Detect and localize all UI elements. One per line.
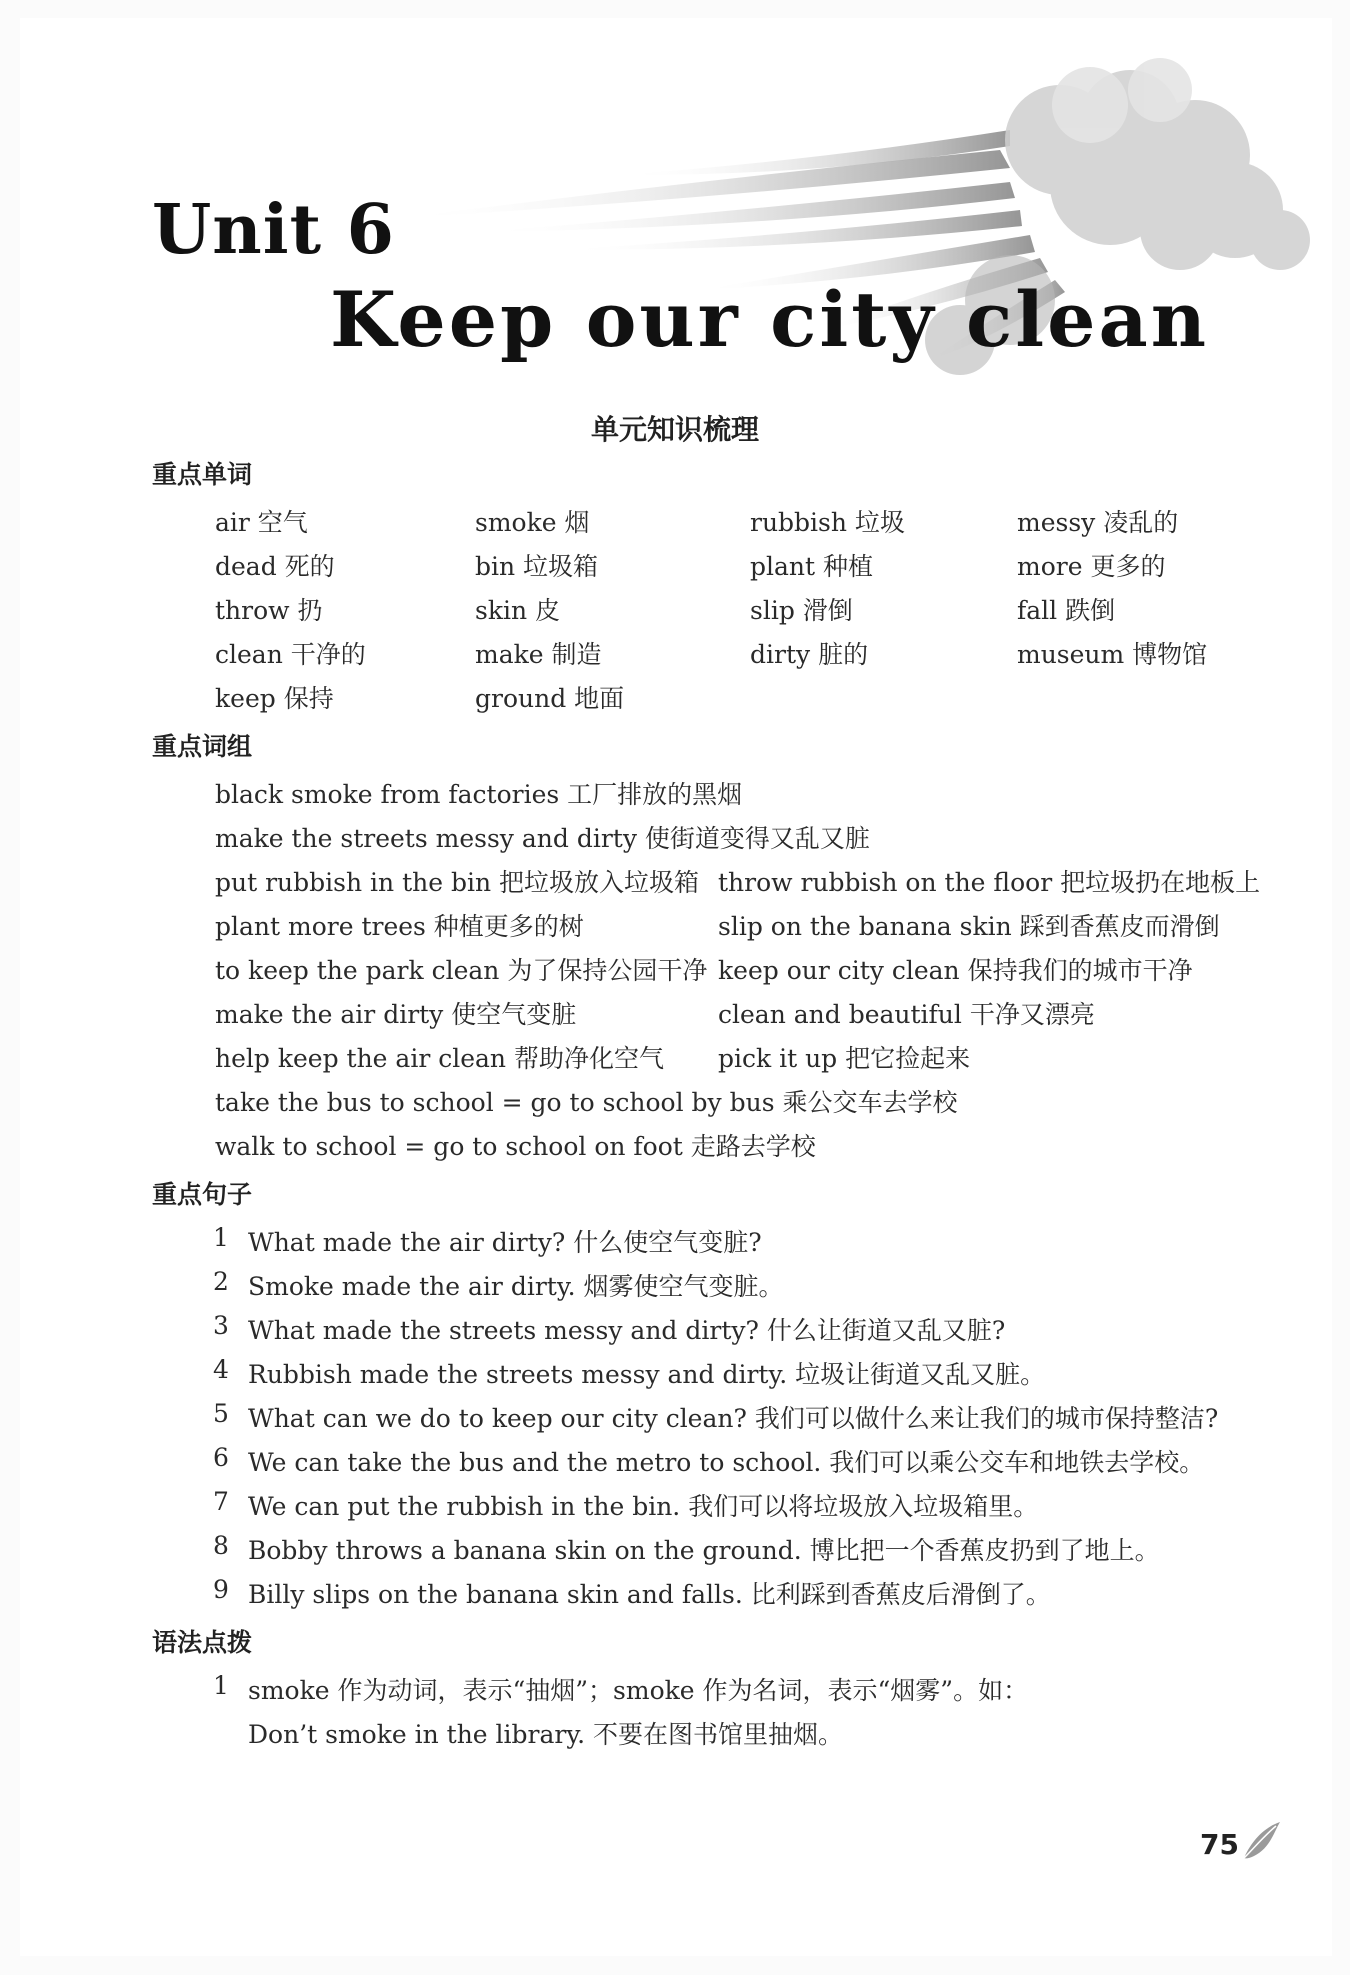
sentence-number: 5: [213, 1399, 229, 1428]
word-item: plant 种植: [750, 552, 873, 581]
sentence-text: What made the air dirty? 什么使空气变脏?: [248, 1228, 762, 1257]
section-title: 单元知识梳理: [590, 413, 759, 446]
phrase-item: black smoke from factories 工厂排放的黑烟: [215, 780, 743, 809]
heading-key-sentences: 重点句子: [152, 1180, 253, 1209]
phrase-item: keep our city clean 保持我们的城市干净: [718, 956, 1193, 985]
word-item: clean 干净的: [215, 640, 366, 669]
word-item: slip 滑倒: [750, 596, 853, 625]
phrase-item: take the bus to school = go to school by bus 乘公交车去学校: [215, 1088, 958, 1117]
heading-key-words: 重点单词: [152, 460, 253, 489]
phrase-item: walk to school = go to school on foot 走路去学校: [215, 1132, 816, 1161]
sentence-text: Billy slips on the banana skin and falls. 比利踩到香蕉皮后滑倒了。: [248, 1580, 1051, 1609]
sentence-text: We can put the rubbish in the bin. 我们可以将垃圾放入垃圾箱里。: [248, 1492, 1039, 1521]
phrase-item: to keep the park clean 为了保持公园干净: [215, 956, 708, 985]
sentence-text: Smoke made the air dirty. 烟雾使空气变脏。: [248, 1272, 784, 1301]
word-item: throw 扔: [215, 596, 323, 625]
leaf-icon: [1240, 1818, 1284, 1862]
sentence-text: We can take the bus and the metro to school. 我们可以乘公交车和地铁去学校。: [248, 1448, 1205, 1477]
heading-grammar-tips: 语法点拨: [152, 1628, 253, 1657]
phrase-item: clean and beautiful 干净又漂亮: [718, 1000, 1095, 1029]
word-item: messy 凌乱的: [1017, 508, 1179, 537]
phrase-item: put rubbish in the bin 把垃圾放入垃圾箱: [215, 868, 700, 897]
grammar-number: 1: [213, 1671, 229, 1700]
sentence-text: Rubbish made the streets messy and dirty. 垃圾让街道又乱又脏。: [248, 1360, 1046, 1389]
word-item: more 更多的: [1017, 552, 1166, 581]
word-item: dirty 脏的: [750, 640, 869, 669]
sentence-number: 1: [213, 1223, 229, 1252]
sentence-text: Bobby throws a banana skin on the ground. 博比把一个香蕉皮扔到了地上。: [248, 1536, 1160, 1565]
word-item: bin 垃圾箱: [475, 552, 599, 581]
sentence-number: 3: [213, 1311, 229, 1340]
phrase-item: slip on the banana skin 踩到香蕉皮而滑倒: [718, 912, 1220, 941]
sentence-number: 4: [213, 1355, 229, 1384]
word-item: air 空气: [215, 508, 308, 537]
sentence-number: 2: [213, 1267, 229, 1296]
sentence-text: What can we do to keep our city clean? 我们可以做什么来让我们的城市保持整洁?: [248, 1404, 1219, 1433]
word-item: ground 地面: [475, 684, 625, 713]
page-number: 75: [1200, 1828, 1239, 1861]
grammar-example: Don’t smoke in the library. 不要在图书馆里抽烟。: [248, 1720, 844, 1749]
sentence-text: What made the streets messy and dirty? 什么让街道又乱又脏?: [248, 1316, 1006, 1345]
word-item: make 制造: [475, 640, 602, 669]
word-item: skin 皮: [475, 596, 561, 625]
word-item: dead 死的: [215, 552, 335, 581]
phrase-item: plant more trees 种植更多的树: [215, 912, 584, 941]
grammar-line: smoke 作为动词，表示“抽烟”；smoke 作为名词，表示“烟雾”。如：: [248, 1676, 1029, 1705]
phrase-item: make the air dirty 使空气变脏: [215, 1000, 577, 1029]
sentence-number: 9: [213, 1575, 229, 1604]
heading-key-phrases: 重点词组: [152, 732, 253, 761]
unit-title: Keep our city clean: [330, 275, 1210, 364]
sentence-number: 7: [213, 1487, 229, 1516]
word-item: keep 保持: [215, 684, 334, 713]
word-item: smoke 烟: [475, 508, 590, 537]
word-item: fall 跌倒: [1017, 596, 1116, 625]
sentence-number: 6: [213, 1443, 229, 1472]
word-item: museum 博物馆: [1017, 640, 1208, 669]
word-item: rubbish 垃圾: [750, 508, 905, 537]
phrase-item: make the streets messy and dirty 使街道变得又乱又脏: [215, 824, 870, 853]
unit-number: Unit 6: [152, 190, 395, 270]
phrase-item: pick it up 把它捡起来: [718, 1044, 971, 1073]
sentence-number: 8: [213, 1531, 229, 1560]
phrase-item: throw rubbish on the floor 把垃圾扔在地板上: [718, 868, 1261, 897]
phrase-item: help keep the air clean 帮助净化空气: [215, 1044, 664, 1073]
